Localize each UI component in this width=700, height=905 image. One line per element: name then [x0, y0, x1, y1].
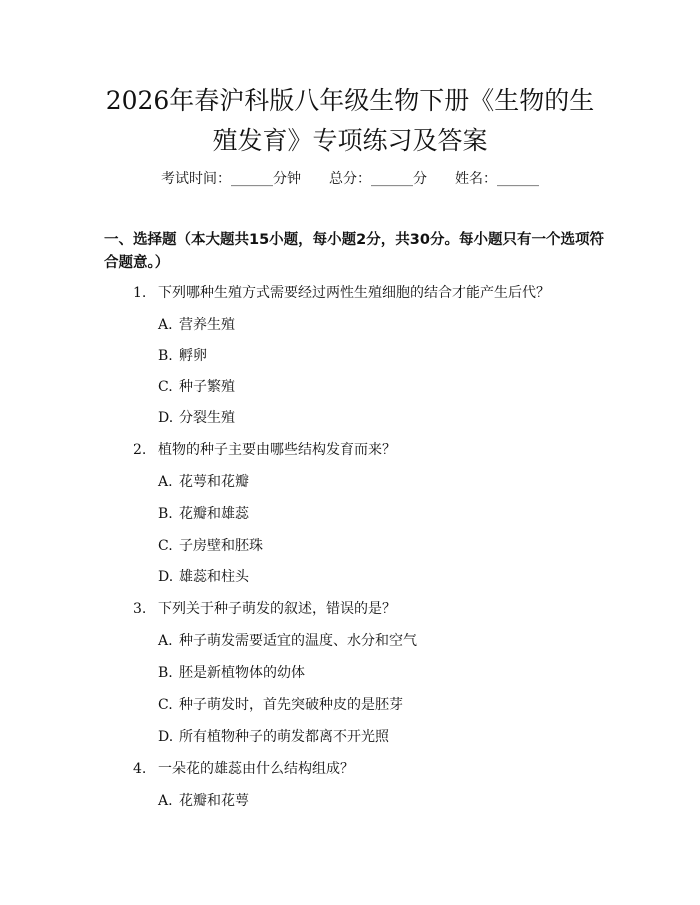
option-text: 子房壁和胚珠 — [179, 538, 263, 554]
option-text: 分裂生殖 — [179, 410, 235, 426]
question-1-option-d — [158, 409, 235, 427]
section-heading-line1: 一、选择题（本大题共15小题，每小题2分，共30分。每小题只有一个选项符 — [104, 232, 604, 248]
question-number: 4. — [133, 761, 147, 777]
option-letter: D. — [158, 569, 174, 585]
question-3-option-b — [158, 664, 305, 682]
option-text: 营养生殖 — [179, 317, 235, 333]
option-letter: B. — [158, 665, 173, 681]
option-letter: D. — [158, 410, 174, 426]
question-3-option-d — [158, 728, 389, 746]
total-score-field: 总分：______分 — [329, 171, 427, 187]
question-number: 2. — [133, 442, 147, 458]
document-title-line2: 殖发育》专项练习及答案 — [212, 126, 488, 155]
question-text: 一朵花的雄蕊由什么结构组成？ — [158, 761, 354, 777]
question-3-option-c — [158, 696, 403, 714]
question-1-option-a — [158, 316, 235, 334]
question-text: 植物的种子主要由哪些结构发育而来？ — [158, 442, 396, 458]
option-text: 花萼和花瓣 — [179, 474, 249, 490]
question-2-option-d — [158, 568, 249, 586]
option-letter: C. — [158, 379, 173, 395]
option-text: 种子萌发需要适宜的温度、水分和空气 — [179, 633, 417, 649]
option-letter: A. — [158, 317, 173, 333]
option-letter: C. — [158, 538, 173, 554]
exam-time-field: 考试时间：______分钟 — [161, 171, 301, 187]
question-4 — [133, 760, 354, 778]
question-3-option-a — [158, 632, 417, 650]
option-letter: D. — [158, 729, 174, 745]
question-text: 下列哪种生殖方式需要经过两性生殖细胞的结合才能产生后代？ — [158, 285, 550, 301]
option-text: 孵卵 — [179, 348, 207, 364]
option-text: 种子繁殖 — [179, 379, 235, 395]
option-letter: A. — [158, 633, 173, 649]
question-2-option-c — [158, 537, 263, 555]
option-text: 所有植物种子的萌发都离不开光照 — [179, 729, 389, 745]
question-2 — [133, 441, 396, 459]
option-text: 花瓣和雄蕊 — [179, 506, 249, 522]
question-2-option-b — [158, 505, 249, 523]
option-letter: C. — [158, 697, 173, 713]
question-1-option-b — [158, 347, 207, 365]
question-1-option-c — [158, 378, 235, 396]
question-number: 3. — [133, 601, 147, 617]
document-title-line1: 2026年春沪科版八年级生物下册《生物的生 — [105, 86, 595, 115]
option-letter: A. — [158, 793, 173, 809]
exam-info — [0, 170, 700, 188]
question-3 — [133, 600, 396, 618]
option-letter: B. — [158, 506, 173, 522]
student-name-field: 姓名：______ — [455, 171, 539, 187]
question-1 — [133, 284, 550, 302]
option-text: 雄蕊和柱头 — [179, 569, 249, 585]
option-text: 种子萌发时，首先突破种皮的是胚芽 — [179, 697, 403, 713]
option-letter: A. — [158, 474, 173, 490]
question-number: 1. — [133, 285, 147, 301]
section-heading-line2: 合题意。） — [104, 255, 170, 271]
option-letter: B. — [158, 348, 173, 364]
question-2-option-a — [158, 473, 249, 491]
question-text: 下列关于种子萌发的叙述，错误的是？ — [158, 601, 396, 617]
option-text: 花瓣和花萼 — [179, 793, 249, 809]
question-4-option-a — [158, 792, 249, 810]
option-text: 胚是新植物体的幼体 — [179, 665, 305, 681]
